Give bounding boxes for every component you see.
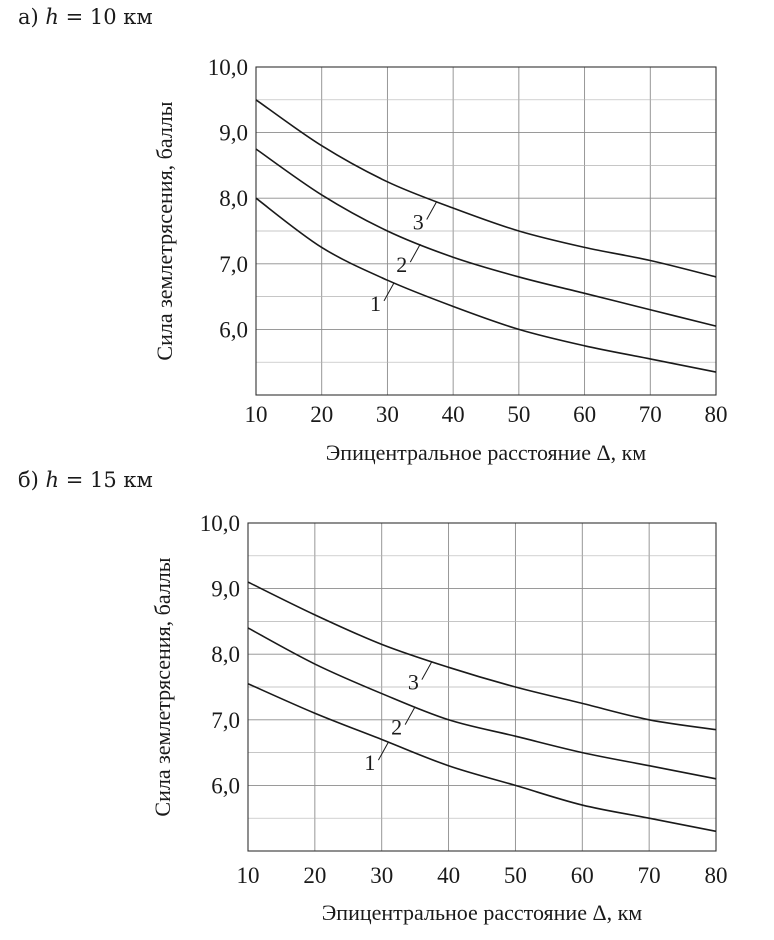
x-tick-label: 60 <box>570 863 594 888</box>
x-tick-label: 50 <box>507 402 531 427</box>
x-tick-label: 20 <box>303 863 327 888</box>
series-label-leader <box>384 283 394 301</box>
x-tick-label: 30 <box>370 863 394 888</box>
y-tick-label: 7,0 <box>211 707 240 733</box>
y-axis-title: Сила землетрясения, баллы <box>150 557 175 817</box>
y-tick-label: 9,0 <box>211 576 240 602</box>
y-tick-label: 7,0 <box>219 251 248 277</box>
y-tick-label: 10,0 <box>199 511 240 536</box>
series-label-3: 3 <box>412 209 424 235</box>
x-axis-title: Эпицентральное расстояние Δ, км <box>325 440 647 465</box>
x-tick-label: 70 <box>638 402 662 427</box>
series-label-leader <box>427 201 437 219</box>
series-label-1: 1 <box>370 290 381 316</box>
series-curve-2 <box>248 628 716 779</box>
y-axis-title: Сила землетрясения, баллы <box>152 101 177 361</box>
y-tick-label: 8,0 <box>211 642 240 668</box>
x-tick-label: 60 <box>573 402 597 427</box>
series-curve-3 <box>248 582 716 730</box>
x-tick-label: 80 <box>704 863 728 888</box>
grid <box>256 67 716 395</box>
series-label-1: 1 <box>364 750 376 776</box>
x-tick-label: 10 <box>244 402 268 427</box>
x-tick-label: 40 <box>441 402 465 427</box>
y-tick-label: 8,0 <box>219 186 248 212</box>
series-curve-3 <box>256 100 716 277</box>
series-label-leader <box>405 707 415 725</box>
series-label-2: 2 <box>396 252 408 278</box>
series-curve-1 <box>256 198 716 372</box>
chart-panel-b <box>150 511 728 925</box>
grid <box>248 523 716 851</box>
x-tick-label: 40 <box>437 863 461 888</box>
y-tick-label: 6,0 <box>219 317 248 343</box>
x-tick-label: 10 <box>236 863 260 888</box>
series-curve-2 <box>256 149 716 326</box>
series-label-2: 2 <box>391 714 403 740</box>
x-tick-label: 70 <box>637 863 661 888</box>
x-tick-label: 50 <box>503 863 527 888</box>
panel-b-label: б) h = 15 км <box>18 468 153 492</box>
series-label-leader <box>422 662 432 680</box>
x-tick-label: 80 <box>704 402 728 427</box>
panel-a-label: а) h = 10 км <box>18 5 153 29</box>
series-curve-1 <box>248 684 716 832</box>
x-axis-title: Эпицентральное расстояние Δ, км <box>321 900 643 925</box>
y-tick-label: 9,0 <box>219 120 248 146</box>
series-label-leader <box>410 244 420 262</box>
chart-panel-a <box>152 55 728 465</box>
y-tick-label: 10,0 <box>207 55 248 80</box>
x-tick-label: 20 <box>310 402 334 427</box>
y-tick-label: 6,0 <box>211 773 240 799</box>
x-tick-label: 30 <box>375 402 399 427</box>
series-label-leader <box>378 742 388 760</box>
series-label-3: 3 <box>407 669 419 695</box>
